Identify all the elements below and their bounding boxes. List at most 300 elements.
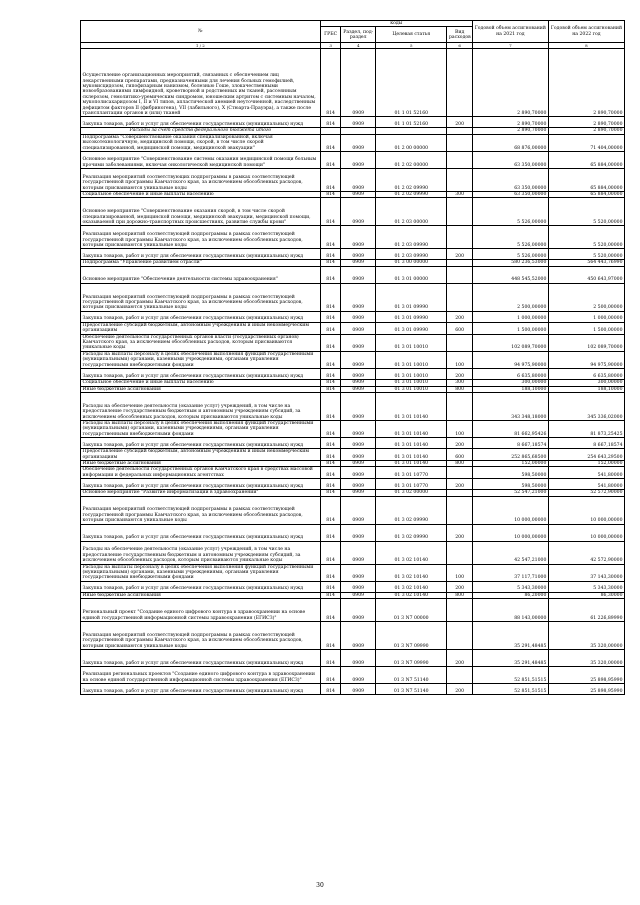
row-razdel: 0909: [341, 622, 376, 650]
table-row: [81, 192, 625, 198]
row-razdel: 0909: [341, 592, 376, 598]
row-name: Осуществление организационных мероприятий, связанных с обеспечением лиц лекарственными препаратами, предназначенными для лечения больных гемофилией, муковисцидозом, гипофизарным нанизмом, болезнью Гоше, злокачественными новообразованиями лимфоидной, кроветворной и родственных им тканей, рассеянным склерозом, гемолитико-уремическим синдромом, юношеским артритом с системным началом, мукополисахаридозом I, II и VI типов, апластической анемией неуточненной, наследственным дефицитом факторов II (фибриногена), VII (лабильного), X (Стюарта-Прауэра), а также после трансплантации органов и (или) тканей: [81, 49, 321, 117]
row-razdel: 0909: [341, 541, 376, 564]
row-razdel: 0909: [341, 496, 376, 524]
row-csr: 01 3 N7 00000: [376, 599, 447, 622]
row-amount-2021: 5 526,00000: [472, 198, 548, 226]
row-name: Закупка товаров, работ и услуг для обеспечения государственных (муниципальных) нужд: [81, 311, 321, 322]
row-amount-2021: 35 291,48485: [472, 622, 548, 650]
row-csr: 01 2 02 09990: [376, 192, 447, 198]
row-grbs: 814: [320, 650, 341, 667]
row-grbs: 814: [320, 524, 341, 541]
row-amount-2022: 564 443,76990: [548, 260, 624, 266]
row-razdel: 0909: [341, 192, 376, 198]
row-amount-2022: 2 500,00000: [548, 283, 624, 311]
row-razdel: 0909: [341, 351, 376, 368]
row-vr: 200: [447, 249, 472, 260]
row-csr: 01 3 01 10140: [376, 392, 447, 420]
row-name: Расходы на выплаты персоналу в целях обеспечения выполнения функций государственными (муниципальными) органами, казенными учреждениями, органами управления государственными внебюджетными фондами: [81, 351, 321, 368]
row-amount-2021: 6 635,80000: [472, 369, 548, 380]
table-row: [81, 226, 625, 249]
table-row: [81, 541, 625, 564]
row-vr: 800: [447, 592, 472, 598]
row-grbs: 814: [320, 283, 341, 311]
row-name: Обеспечение деятельности государственных органов власти (государственных органов) Камчатского края, за исключением обособленных расходов, которым присваиваются уникальные коды: [81, 334, 321, 351]
row-vr: 200: [447, 311, 472, 322]
row-vr: 800: [447, 460, 472, 466]
row-name: Основное мероприятие "Совершенствование оказания скорой, в том числе скорой специализированной, медицинской помощи, медицинской эвакуации, медицинской помощи, оказываемой при дорожно-транспортных происшествиях, развитие службы крови": [81, 198, 321, 226]
row-amount-2021: 52 851,51515: [472, 684, 548, 695]
row-amount-2022: 2 890,70000: [548, 49, 624, 117]
row-name: Реализация мероприятий соответствующей подпрограммы в рамках соответствующей государственной программы Камчатского края, за исключением обособленных расходов, которым присваиваются уникальные коды: [81, 283, 321, 311]
row-csr: 01 3 02 10140: [376, 541, 447, 564]
row-csr: 01 3 N7 51140: [376, 684, 447, 695]
col-number-3: 3: [320, 43, 341, 49]
row-vr: [447, 467, 472, 479]
row-name: Региональный проект "Создание единого цифрового контура в здравоохранении на основе единой государственной информационной системы здравоохранения (ЕГИСЗ)": [81, 599, 321, 622]
table-row: [81, 479, 625, 490]
row-razdel: 0909: [341, 490, 376, 496]
row-csr: 01 2 03 09990: [376, 226, 447, 249]
row-vr: 600: [447, 322, 472, 334]
row-grbs: 814: [320, 386, 341, 392]
row-csr: 01 2 02 09990: [376, 169, 447, 192]
row-grbs: 814: [320, 490, 341, 496]
row-amount-2021: 5 526,00000: [472, 249, 548, 260]
row-vr: 200: [447, 438, 472, 449]
row-grbs: 814: [320, 152, 341, 169]
table-row: [81, 198, 625, 226]
row-amount-2022: 300,00000: [548, 380, 624, 386]
row-csr: 01 3 01 10010: [376, 380, 447, 386]
col-number-7: 7: [472, 43, 548, 49]
header-kody: коды: [320, 21, 472, 27]
row-razdel: 0909: [341, 134, 376, 151]
row-razdel: 0909: [341, 152, 376, 169]
row-amount-2022: 10 000,00000: [548, 496, 624, 524]
row-grbs: 814: [320, 169, 341, 192]
table-row: [81, 392, 625, 420]
row-amount-2022: 71 404,00000: [548, 134, 624, 151]
row-amount-2022: 188,10000: [548, 386, 624, 392]
row-grbs: 814: [320, 226, 341, 249]
row-vr: [447, 667, 472, 684]
row-amount-2022: 86,30000: [548, 592, 624, 598]
row-vr: [447, 152, 472, 169]
row-name: Закупка товаров, работ и услуг для обеспечения государственных (муниципальных) нужд: [81, 117, 321, 128]
row-csr: 01 3 00 00000: [376, 260, 447, 266]
row-name: Основное мероприятие "Совершенствование системы оказания медицинской помощи больным прочими заболеваниями, включая онкологической медицинской помощи": [81, 152, 321, 169]
row-amount-2022: 345 336,02000: [548, 392, 624, 420]
col-number-6: 6: [447, 43, 472, 49]
row-amount-2022: 35 320,00000: [548, 622, 624, 650]
row-vr: [447, 226, 472, 249]
row-vr: 100: [447, 564, 472, 581]
row-name: Расходы на выплаты персоналу в целях обеспечения выполнения функций государственными (муниципальными) органами, казенными учреждениями, органами управления государственными внебюджетными фондами: [81, 564, 321, 581]
row-amount-2021: 152,00000: [472, 460, 548, 466]
col-number-5: 5: [376, 43, 447, 49]
row-amount-2022: 5 520,00000: [548, 249, 624, 260]
row-grbs: 814: [320, 351, 341, 368]
row-csr: 01 2 00 00000: [376, 134, 447, 151]
row-amount-2022: 5 343,30000: [548, 581, 624, 592]
row-csr: 01 3 02 10140: [376, 581, 447, 592]
row-name: Иные бюджетные ассигнования: [81, 592, 321, 598]
row-grbs: 814: [320, 581, 341, 592]
table-row: [81, 650, 625, 667]
row-amount-2022: 10 000,00000: [548, 524, 624, 541]
row-csr: 01 3 01 10010: [376, 351, 447, 368]
row-amount-2022: 6 635,80000: [548, 369, 624, 380]
row-amount-2021: 81 662,95426: [472, 420, 548, 437]
row-razdel: 0909: [341, 266, 376, 283]
row-name: Реализация мероприятий соответствующих подпрограммы в рамках соответствующей государственной программы Камчатского края, за исключением обособленных расходов, которым присваиваются уникальные коды: [81, 169, 321, 192]
row-grbs: 814: [320, 334, 341, 351]
row-csr: 01 3 02 09990: [376, 524, 447, 541]
table-row: [81, 420, 625, 437]
row-amount-2022: 102 089,70000: [548, 334, 624, 351]
row-grbs: 814: [320, 667, 341, 684]
header-vr: Вид расходов: [447, 27, 472, 43]
row-grbs: 814: [320, 192, 341, 198]
row-grbs: 814: [320, 438, 341, 449]
row-vr: [447, 392, 472, 420]
row-vr: 800: [447, 386, 472, 392]
row-razdel: 0909: [341, 564, 376, 581]
row-amount-2022: 2 890,70000: [548, 128, 624, 134]
row-csr: 01 2 02 00000: [376, 152, 447, 169]
row-razdel: 0909: [341, 667, 376, 684]
table-row: [81, 564, 625, 581]
row-csr: 01 3 N7 51140: [376, 667, 447, 684]
row-csr: 01 1 01 52160: [376, 49, 447, 117]
row-name: Подпрограмма "Управление развитием отрасли": [81, 260, 321, 266]
row-grbs: 814: [320, 467, 341, 479]
row-csr: 01 3 01 10140: [376, 460, 447, 466]
row-vr: 200: [447, 684, 472, 695]
row-csr: 01 2 03 00000: [376, 198, 447, 226]
row-razdel: 0909: [341, 386, 376, 392]
table-row: [81, 684, 625, 695]
row-grbs: 814: [320, 592, 341, 598]
row-name: Реализация мероприятий соответствующей подпрограммы в рамках соответствующей государственной программы Камчатского края, за исключением обособленных расходов, которым присваиваются уникальные коды: [81, 496, 321, 524]
row-amount-2022: 152,00000: [548, 460, 624, 466]
row-grbs: 814: [320, 49, 341, 117]
table-row: [81, 599, 625, 622]
row-razdel: 0909: [341, 467, 376, 479]
row-name: Обеспечение деятельности государственных органов Камчатского края в средствах массовой информации и федеральных информационных агентствах: [81, 467, 321, 479]
row-csr: 01 3 02 09990: [376, 496, 447, 524]
row-name: Расходы на выплаты персоналу в целях обеспечения выполнения функций государственными (муниципальными) органами, казенными учреждениями, органами управления государственными внебюджетными фондами: [81, 420, 321, 437]
row-razdel: 0909: [341, 380, 376, 386]
row-amount-2021: 10 000,00000: [472, 524, 548, 541]
row-vr: 200: [447, 581, 472, 592]
row-amount-2021: 8 667,18574: [472, 438, 548, 449]
row-vr: 200: [447, 117, 472, 128]
row-amount-2022: 37 143,30000: [548, 564, 624, 581]
row-grbs: 814: [320, 449, 341, 461]
row-csr: 01 3 01 10010: [376, 369, 447, 380]
row-amount-2021: 2 890,70000: [472, 128, 548, 134]
row-vr: [447, 198, 472, 226]
row-amount-2022: 25 898,95990: [548, 684, 624, 695]
col-number-1: 1 / 2: [81, 43, 321, 49]
row-csr: 01 2 03 09990: [376, 249, 447, 260]
table-row: [81, 334, 625, 351]
row-amount-2021: 37 117,71000: [472, 564, 548, 581]
row-vr: [447, 496, 472, 524]
row-amount-2021: 88 143,00000: [472, 599, 548, 622]
table-row: [81, 117, 625, 128]
row-razdel: 0909: [341, 524, 376, 541]
page-number: 30: [316, 882, 324, 889]
row-name: Социальное обеспечение и иные выплаты населению: [81, 380, 321, 386]
table-row: [81, 496, 625, 524]
row-amount-2022: 450 643,97000: [548, 266, 624, 283]
row-amount-2021: 300,00000: [472, 380, 548, 386]
row-grbs: 814: [320, 134, 341, 151]
row-amount-2021: 580 236,53000: [472, 260, 548, 266]
table-row: [81, 260, 625, 266]
row-razdel: 0909: [341, 249, 376, 260]
row-razdel: 0909: [341, 49, 376, 117]
row-grbs: 814: [320, 198, 341, 226]
row-grbs: 814: [320, 392, 341, 420]
row-vr: 200: [447, 524, 472, 541]
row-vr: [447, 622, 472, 650]
row-name: Закупка товаров, работ и услуг для обеспечения государственных (муниципальных) нужд: [81, 479, 321, 490]
row-amount-2022: 5 520,00000: [548, 226, 624, 249]
row-csr: 01 3 01 09990: [376, 283, 447, 311]
row-grbs: 814: [320, 684, 341, 695]
row-name: Иные бюджетные ассигнования: [81, 386, 321, 392]
row-amount-2022: 2 890,70000: [548, 117, 624, 128]
row-name: Расходы на обеспечение деятельности (оказание услуг) учреждений, в том числе на предоставление государственным бюджетным и автономным учреждениям субсидий, за исключением обособленных расходов, которым присваиваются уникальные коды: [81, 541, 321, 564]
row-amount-2022: 25 898,95990: [548, 667, 624, 684]
row-csr: 01 3 N7 09990: [376, 650, 447, 667]
row-razdel: 0909: [341, 650, 376, 667]
row-amount-2021: 86,20000: [472, 592, 548, 598]
row-name: Закупка товаров, работ и услуг для обеспечения государственных (муниципальных) нужд: [81, 524, 321, 541]
row-csr: 01 3 02 00000: [376, 490, 447, 496]
row-razdel: 0909: [341, 460, 376, 466]
row-vr: 100: [447, 420, 472, 437]
row-amount-2021: 63 350,00000: [472, 169, 548, 192]
row-razdel: 0909: [341, 311, 376, 322]
row-vr: 100: [447, 351, 472, 368]
row-grbs: 814: [320, 117, 341, 128]
row-vr: [447, 599, 472, 622]
header-year-2022: Годовой объем ассигнований на 2022 год: [548, 21, 624, 43]
row-razdel: 0909: [341, 581, 376, 592]
row-amount-2021: 2 500,00000: [472, 283, 548, 311]
table-row: [81, 581, 625, 592]
header-num: №: [81, 21, 321, 43]
row-amount-2022: 94 975,90000: [548, 351, 624, 368]
row-amount-2021: 598,50000: [472, 467, 548, 479]
table-row: [81, 438, 625, 449]
row-vr: 200: [447, 479, 472, 490]
table-row: [81, 152, 625, 169]
row-name: Закупка товаров, работ и услуг для обеспечения государственных (муниципальных) нужд: [81, 249, 321, 260]
row-amount-2021: 102 089,70000: [472, 334, 548, 351]
row-amount-2022: 52 572,90000: [548, 490, 624, 496]
row-amount-2021: 63 350,00000: [472, 192, 548, 198]
row-name: Иные бюджетные ассигнования: [81, 460, 321, 466]
row-amount-2021: 252 865,68500: [472, 449, 548, 461]
row-vr: [447, 49, 472, 117]
row-razdel: 0909: [341, 369, 376, 380]
table-row: [81, 490, 625, 496]
row-amount-2021: 35 291,48485: [472, 650, 548, 667]
row-csr: 01 3 01 10140: [376, 449, 447, 461]
row-amount-2021: 94 975,90000: [472, 351, 548, 368]
row-amount-2022: 5 520,00000: [548, 198, 624, 226]
row-grbs: 814: [320, 420, 341, 437]
row-amount-2021: 343 348,18000: [472, 392, 548, 420]
row-csr: 01 3 01 10010: [376, 386, 447, 392]
row-razdel: 0909: [341, 198, 376, 226]
row-grbs: 814: [320, 564, 341, 581]
row-vr: 200: [447, 650, 472, 667]
row-csr: 01 1 01 52160: [376, 117, 447, 128]
row-amount-2022: 1 000,00000: [548, 311, 624, 322]
table-row: [81, 351, 625, 368]
table-row: [81, 667, 625, 684]
row-amount-2022: 541,80000: [548, 479, 624, 490]
row-csr: 01 3 01 10010: [376, 334, 447, 351]
row-razdel: 0909: [341, 449, 376, 461]
row-amount-2021: 42 547,21000: [472, 541, 548, 564]
row-amount-2022: 81 873,25425: [548, 420, 624, 437]
row-amount-2022: 1 500,00000: [548, 322, 624, 334]
row-razdel: 0909: [341, 334, 376, 351]
row-amount-2021: 5 343,30000: [472, 581, 548, 592]
row-amount-2021: 63 350,00000: [472, 152, 548, 169]
row-name: Закупка товаров, работ и услуг для обеспечения государственных (муниципальных) нужд: [81, 650, 321, 667]
row-grbs: 814: [320, 460, 341, 466]
row-razdel: 0909: [341, 117, 376, 128]
table-row: [81, 467, 625, 479]
row-vr: 200: [447, 369, 472, 380]
row-name: Предоставление субсидий бюджетным, автономным учреждениям и иным некоммерческим организациям: [81, 449, 321, 461]
row-amount-2021: 68 876,00000: [472, 134, 548, 151]
row-name: Закупка товаров, работ и услуг для обеспечения государственных (муниципальных) нужд: [81, 369, 321, 380]
row-grbs: 814: [320, 369, 341, 380]
row-amount-2021: 5 526,00000: [472, 226, 548, 249]
row-amount-2022: 8 667,18574: [548, 438, 624, 449]
row-csr: 01 3 01 00000: [376, 266, 447, 283]
row-name: Реализация региональных проектов "Создание единого цифрового контура в здравоохранении на основе единой государственной информационной системы здравоохранения (ЕГИСЗ)": [81, 667, 321, 684]
table-row: [81, 449, 625, 461]
row-grbs: 814: [320, 479, 341, 490]
row-amount-2022: 42 572,90000: [548, 541, 624, 564]
row-csr: 01 3 01 09990: [376, 322, 447, 334]
row-grbs: 814: [320, 266, 341, 283]
table-row: [81, 249, 625, 260]
row-razdel: 0909: [341, 438, 376, 449]
row-vr: 300: [447, 380, 472, 386]
row-amount-2022: 35 320,00000: [548, 650, 624, 667]
row-amount-2021: 448 545,52000: [472, 266, 548, 283]
row-grbs: 814: [320, 311, 341, 322]
row-name: Закупка товаров, работ и услуг для обеспечения государственных (муниципальных) нужд: [81, 581, 321, 592]
row-grbs: 814: [320, 599, 341, 622]
row-vr: 300: [447, 192, 472, 198]
table-row: [81, 322, 625, 334]
row-name: Основное мероприятие "Развитие информатизации в здравоохранении": [81, 490, 321, 496]
budget-table: [80, 20, 625, 695]
row-amount-2022: 65 884,00000: [548, 192, 624, 198]
table-row: [81, 49, 625, 117]
row-amount-2022: 65 884,00000: [548, 152, 624, 169]
row-csr: 01 3 N7 09990: [376, 622, 447, 650]
row-amount-2021: 1 000,00000: [472, 311, 548, 322]
row-name: Подпрограмма "Совершенствование оказания специализированной, включая высокотехнологичную, медицинской помощи, скорой, в том числе скорой специализированной, медицинской помощи, медицинской эвакуации": [81, 134, 321, 151]
row-amount-2022: 65 884,00000: [548, 169, 624, 192]
row-name: Реализация мероприятий соответствующей подпрограммы в рамках соответствующей государственной программы Камчатского края, за исключением обособленных расходов, которым присваиваются уникальные коды: [81, 226, 321, 249]
table-row: [81, 311, 625, 322]
col-number-4: 4: [341, 43, 376, 49]
row-vr: 600: [447, 449, 472, 461]
row-csr: 01 3 01 09990: [376, 311, 447, 322]
col-number-8: 8: [548, 43, 624, 49]
row-amount-2021: 52 851,51515: [472, 667, 548, 684]
row-csr: 01 3 02 10140: [376, 564, 447, 581]
table-row: [81, 134, 625, 151]
row-amount-2021: 598,50000: [472, 479, 548, 490]
header-grbs: ГРБС: [320, 27, 341, 43]
row-name: Расходы за счет средств федерального бюджета итого: [81, 128, 321, 134]
row-name: Закупка товаров, работ и услуг для обеспечения государственных (муниципальных) нужд: [81, 438, 321, 449]
row-vr: [447, 334, 472, 351]
row-amount-2022: 61 226,89990: [548, 599, 624, 622]
row-csr: 01 3 01 10770: [376, 467, 447, 479]
row-csr: 01 3 01 10140: [376, 420, 447, 437]
row-amount-2021: 2 890,70000: [472, 117, 548, 128]
table-body: [81, 49, 625, 695]
row-razdel: 0909: [341, 169, 376, 192]
header-year-2021: Годовой объем ассигнований на 2021 год: [472, 21, 548, 43]
row-grbs: 814: [320, 249, 341, 260]
row-name: Закупка товаров, работ и услуг для обеспечения государственных (муниципальных) нужд: [81, 684, 321, 695]
row-amount-2021: 188,10000: [472, 386, 548, 392]
row-razdel: 0909: [341, 420, 376, 437]
row-razdel: 0909: [341, 392, 376, 420]
row-amount-2022: 254 643,29500: [548, 449, 624, 461]
row-razdel: 0909: [341, 322, 376, 334]
row-grbs: 814: [320, 496, 341, 524]
row-grbs: 814: [320, 622, 341, 650]
row-grbs: 814: [320, 380, 341, 386]
table-row: [81, 380, 625, 386]
table-row: [81, 266, 625, 283]
header-csr: Целевая статья: [376, 27, 447, 43]
row-name: Основное мероприятие "Обеспечение деятельности системы здравоохранения": [81, 266, 321, 283]
row-grbs: 814: [320, 260, 341, 266]
row-razdel: 0909: [341, 684, 376, 695]
table-row: [81, 369, 625, 380]
row-razdel: 0909: [341, 260, 376, 266]
row-razdel: 0909: [341, 599, 376, 622]
row-razdel: 0909: [341, 283, 376, 311]
table-row: [81, 283, 625, 311]
row-csr: 01 3 01 10770: [376, 479, 447, 490]
row-amount-2021: 1 500,00000: [472, 322, 548, 334]
row-csr: 01 3 02 10140: [376, 592, 447, 598]
row-vr: [447, 266, 472, 283]
row-vr: [447, 169, 472, 192]
